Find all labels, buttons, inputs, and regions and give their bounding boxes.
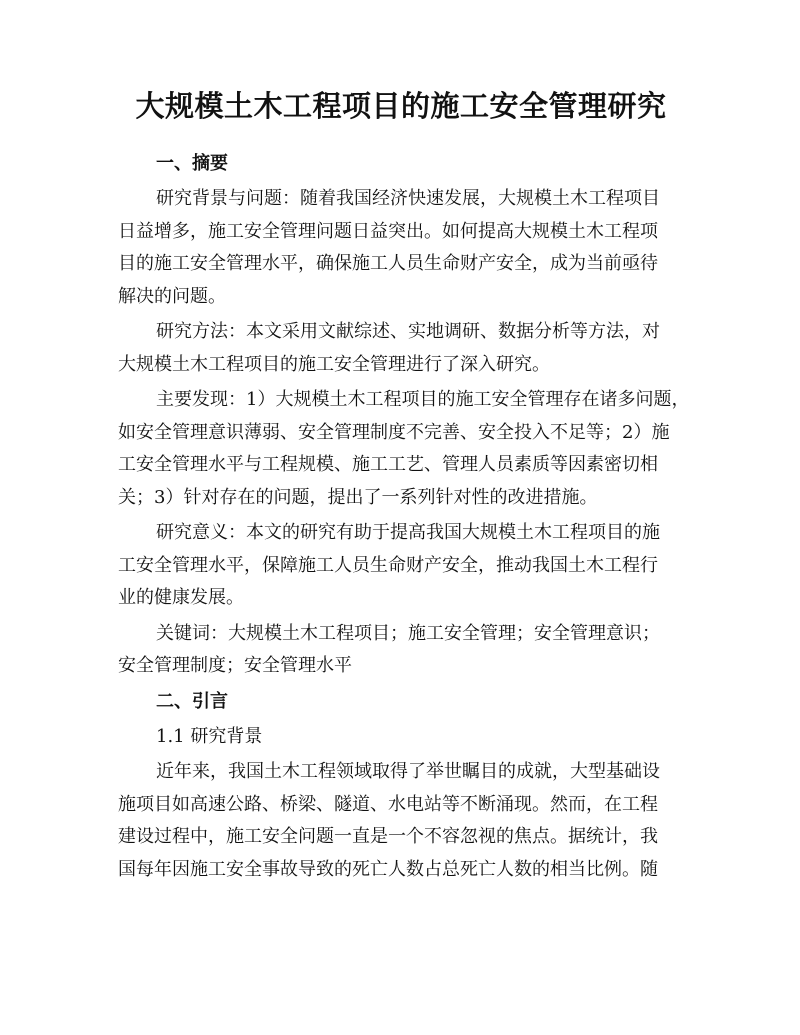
paragraph-line: 工安全管理水平与工程规模、施工工艺、管理人员素质等因素密切相 xyxy=(118,454,658,475)
paragraph-line: 如安全管理意识薄弱、安全管理制度不完善、安全投入不足等；2）施 xyxy=(118,421,670,443)
intro-paragraph xyxy=(118,756,684,886)
paragraph-line: 工安全管理水平，保障施工人员生命财产安全，推动我国土木工程行 xyxy=(118,554,658,576)
paragraph-line: 国每年因施工安全事故导致的死亡人数占总死亡人数的相当比例。随 xyxy=(118,858,658,880)
paragraph-line: 主要发现：1）大规模土木工程项目的施工安全管理存在诸多问题， xyxy=(156,389,690,410)
paragraph-line: 目的施工安全管理水平，确保施工人员生命财产安全，成为当前亟待 xyxy=(118,253,658,274)
paragraph-line: 近年来，我国土木工程领域取得了举世瞩目的成就，大型基础设 xyxy=(156,761,660,782)
abstract-background-paragraph xyxy=(118,183,684,313)
paragraph-line: 大规模土木工程项目的施工安全管理进行了深入研究。 xyxy=(118,353,550,375)
paragraph-line: 建设过程中，施工安全问题一直是一个不容忽视的焦点。据统计，我 xyxy=(118,826,658,847)
paragraph-line: 安全管理制度；安全管理水平 xyxy=(118,655,352,676)
paragraph-line: 日益增多，施工安全管理问题日益突出。如何提高大规模土木工程项 xyxy=(118,220,658,242)
paragraph-line: 施项目如高速公路、桥梁、隧道、水电站等不断涌现。然而，在工程 xyxy=(118,793,658,815)
paragraph-line: 研究背景与问题：随着我国经济快速发展，大规模土木工程项目 xyxy=(156,188,660,209)
abstract-significance-paragraph xyxy=(118,517,684,615)
abstract-findings-paragraph xyxy=(118,384,690,514)
paragraph-line: 关；3）针对存在的问题，提出了一系列针对性的改进措施。 xyxy=(118,486,598,508)
paragraph-line: 业的健康发展。 xyxy=(118,587,244,608)
paragraph-line: 研究方法：本文采用文献综述、实地调研、数据分析等方法，对 xyxy=(156,321,660,342)
abstract-heading: 一、摘要 xyxy=(156,153,228,174)
abstract-keywords-paragraph xyxy=(118,618,684,683)
intro-subheading: 1.1 研究背景 xyxy=(156,725,263,747)
document-title: 大规模土木工程项目的施工安全管理研究 xyxy=(135,89,667,123)
paragraph-line: 解决的问题。 xyxy=(118,285,226,307)
abstract-method-paragraph xyxy=(118,316,684,381)
paragraph-line: 关键词：大规模土木工程项目；施工安全管理；安全管理意识； xyxy=(156,622,660,644)
paragraph-line: 研究意义：本文的研究有助于提高我国大规模土木工程项目的施 xyxy=(156,522,660,543)
intro-heading: 二、引言 xyxy=(156,690,228,712)
document-page xyxy=(118,86,690,889)
